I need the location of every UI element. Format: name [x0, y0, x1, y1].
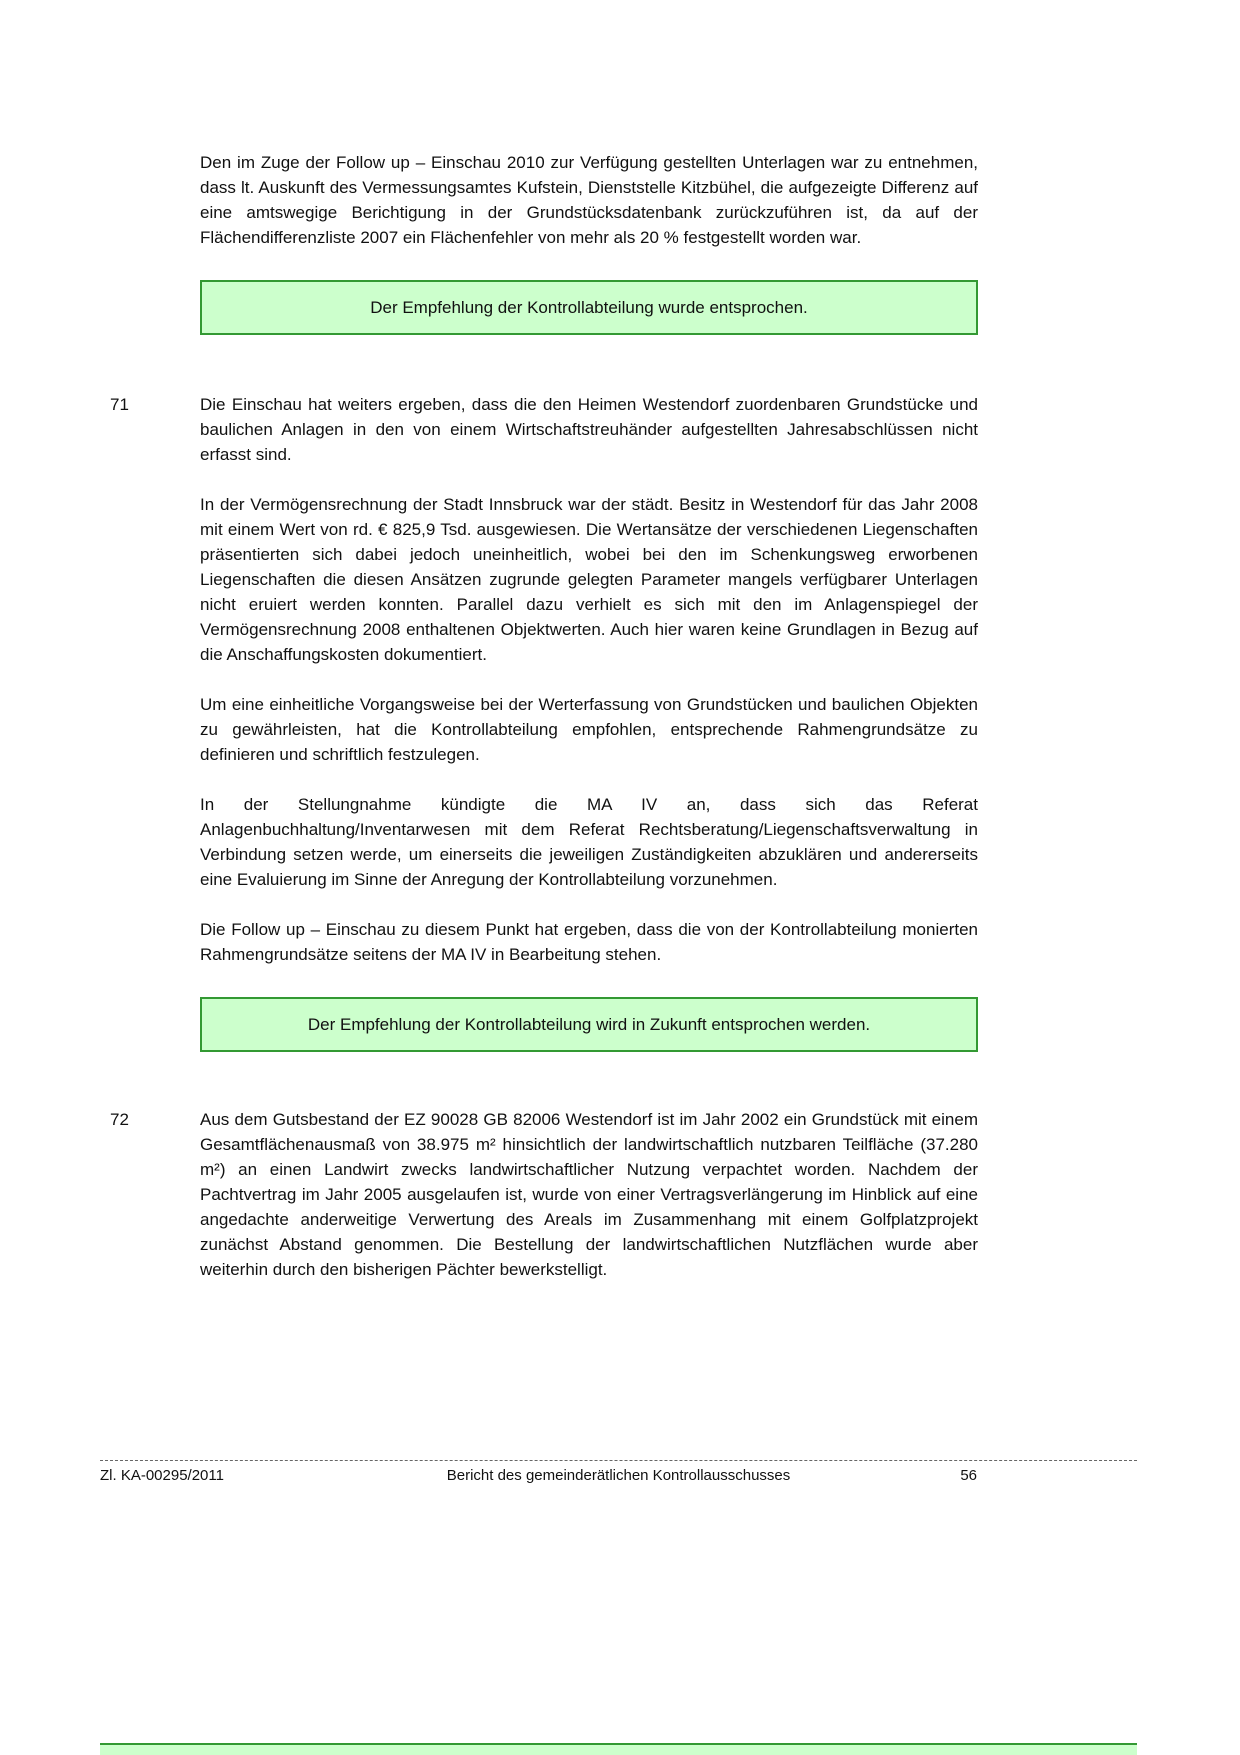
body-paragraph: Den im Zuge der Follow up – Einschau 2010 zur Verfügung gestellten Unterlagen war zu entnehmen, dass lt. Auskunft des Vermessungsamtes Kufstein, Dienststelle Kitzbühel, die aufgezeigte Differenz auf eine amtswegige Berichtigung in der Grundstücksdatenbank zurückzuführen ist, da auf der Flächendifferenzliste 2007 ein Flächenfehler von mehr als 20 % festgestellt worden war. [200, 153, 978, 247]
section-71 [110, 392, 978, 967]
body-paragraph: Die Einschau hat weiters ergeben, dass die den Heimen Westendorf zuordenbaren Grundstücke und baulichen Anlagen in den von einem Wirtschaftstreuhänder aufgestellten Jahresabschlüssen nicht erfasst sind. [200, 395, 978, 464]
document-content [110, 150, 978, 1282]
recommendation-text-1: Der Empfehlung der Kontrollabteilung wurde entsprochen. [370, 298, 808, 317]
document-reference: Zl. KA-00295/2011 [100, 1467, 224, 1484]
footer-title: Bericht des gemeinderätlichen Kontrollausschusses [446, 1467, 791, 1484]
body-paragraph: In der Stellungnahme kündigte die MA IV an, dass sich das Referat Anlagenbuchhaltung/Inventarwesen mit dem Referat Rechtsberatung/Liegenschaftsverwaltung in Verbindung setzen werde, um einerseits die jeweiligen Zuständigkeiten abzuklären und andererseits eine Evaluierung im Sinne der Anregung der Kontrollabteilung vorzunehmen. [200, 795, 978, 889]
body-paragraph: Um eine einheitliche Vorgangsweise bei der Werterfassung von Grundstücken und baulichen Objekten zu gewährleisten, hat die Kontrollabteilung empfohlen, entsprechende Rahmengrundsätze zu definieren und schriftlich festzulegen. [200, 695, 978, 764]
page-number: 56 [960, 1467, 977, 1484]
body-paragraph: Aus dem Gutsbestand der EZ 90028 GB 82006 Westendorf ist im Jahr 2002 ein Grundstück mit einem Gesamtflächenausmaß von 38.975 m² hinsichtlich der landwirtschaftlich nutzbaren Teilfläche (37.280 m²) an einen Landwirt zwecks landwirtschaftlicher Nutzung verpachtet worden. Nachdem der Pachtvertrag im Jahr 2005 ausgelaufen ist, wurde von einer Vertragsverlängerung im Hinblick auf eine angedachte anderweitige Verwertung des Areals im Zusammenhang mit einem Golfplatzprojekt zunächst Abstand genommen. Die Bestellung der landwirtschaftlichen Nutzflächen wurde aber weiterhin durch den bisherigen Pächter bewerkstelligt. [200, 1110, 978, 1279]
body-paragraph: Die Follow up – Einschau zu diesem Punkt hat ergeben, dass die von der Kontrollabteilung monierten Rahmengrundsätze seitens der MA IV in Bearbeitung stehen. [200, 920, 978, 964]
body-paragraph: In der Vermögensrechnung der Stadt Innsbruck war der städt. Besitz in Westendorf für das Jahr 2008 mit einem Wert von rd. € 825,9 Tsd. ausgewiesen. Die Wertansätze der verschiedenen Liegenschaften präsentierten sich dabei jedoch uneinheitlich, wobei bei den im Schenkungsweg erworbenen Liegenschaften die diesen Ansätzen zugrunde gelegten Parameter mangels verfügbarer Unterlagen nicht eruiert werden konnten. Parallel dazu verhielt es sich mit den im Anlagenspiegel der Vermögensrechnung 2008 enthaltenen Objektwerten. Auch hier waren keine Grundlagen in Bezug auf die Anschaffungskosten dokumentiert. [200, 495, 978, 664]
page-footer [100, 1460, 1137, 1486]
section-72 [110, 1107, 978, 1282]
recommendation-box-1 [200, 280, 978, 335]
paragraph-number-72: 72 [110, 1110, 129, 1129]
recommendation-text-2: Der Empfehlung der Kontrollabteilung wird in Zukunft entsprochen werden. [307, 1015, 871, 1034]
next-page-green-box-edge [100, 1743, 1137, 1755]
intro-section [200, 150, 978, 250]
paragraph-number-71: 71 [110, 395, 129, 414]
recommendation-box-2 [200, 997, 978, 1052]
